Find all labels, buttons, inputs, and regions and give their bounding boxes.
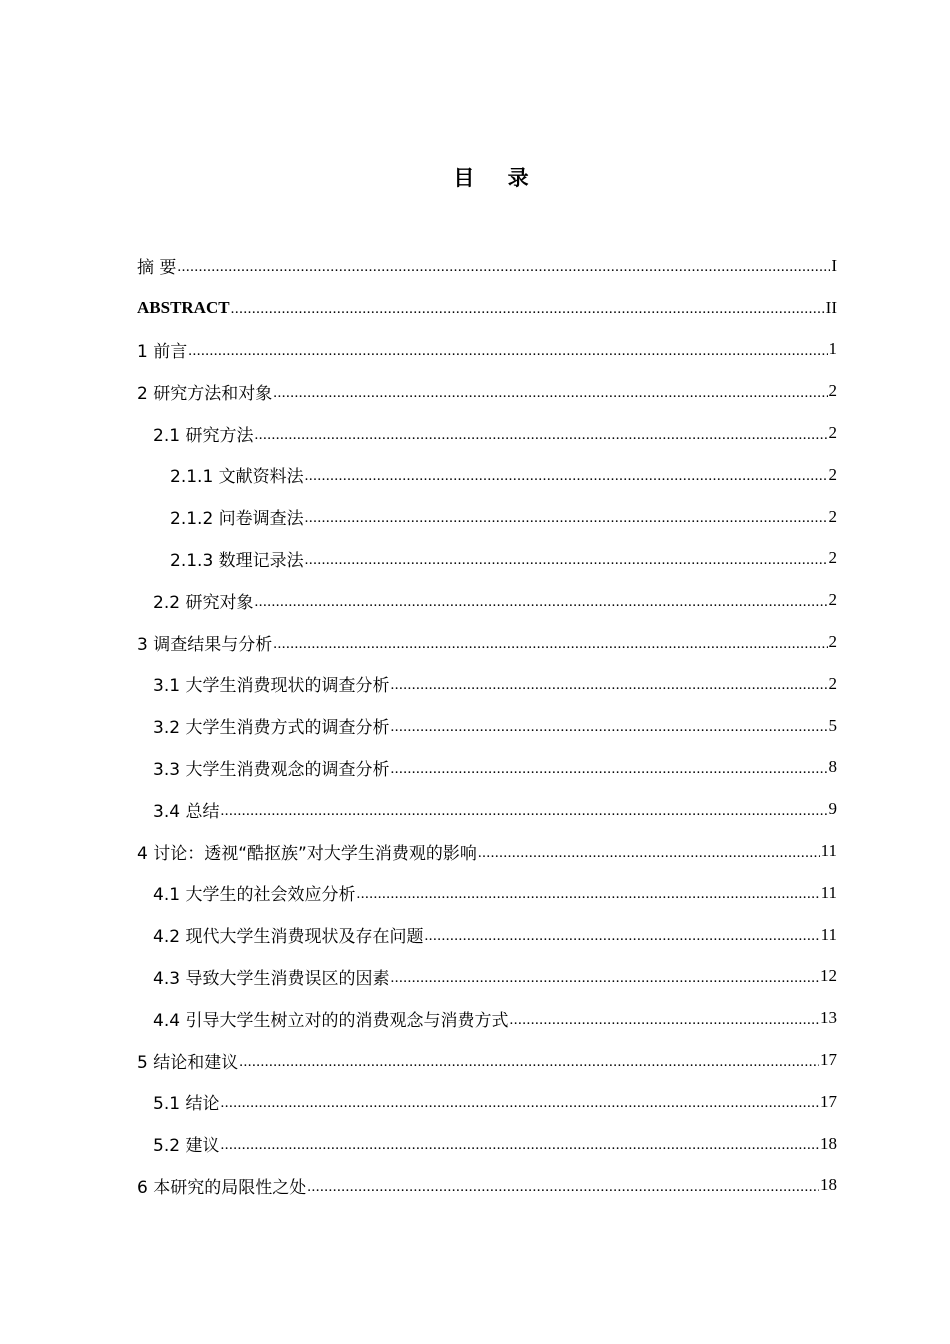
toc-dot-leader: [188, 343, 827, 360]
toc-entry-page-number: 18: [820, 1175, 837, 1195]
toc-entry-page-number: II: [825, 297, 837, 317]
toc-entry-label: 摘 要: [137, 258, 177, 279]
toc-entry[interactable]: [137, 579, 837, 621]
toc-entry-label: 4.2 现代大学生消费现状及存在问题: [153, 927, 424, 948]
toc-entry-label: 3.4 总结: [153, 801, 220, 822]
toc-dot-leader: [305, 468, 828, 485]
toc-entry-page-number: 11: [820, 882, 837, 902]
toc-entry-label: 2 研究方法和对象: [137, 383, 273, 404]
toc-dot-leader: [307, 1179, 819, 1196]
toc-entry[interactable]: [137, 830, 837, 872]
table-of-contents: [137, 245, 837, 1206]
toc-entry-page-number: 18: [820, 1133, 837, 1153]
toc-entry-page-number: 17: [820, 1091, 837, 1111]
toc-dot-leader: [220, 1137, 819, 1154]
toc-dot-leader: [478, 845, 820, 862]
toc-entry[interactable]: [137, 538, 837, 580]
toc-dot-leader: [254, 427, 827, 444]
toc-dot-leader: [273, 385, 827, 402]
toc-entry-label: 1 前言: [137, 341, 188, 362]
toc-entry[interactable]: [137, 496, 837, 538]
toc-dot-leader: [305, 510, 828, 527]
toc-entry[interactable]: [137, 914, 837, 956]
toc-entry-label: 3.2 大学生消费方式的调查分析: [153, 718, 390, 739]
toc-entry-label: ABSTRACT: [137, 297, 230, 317]
toc-entry-label: 5.1 结论: [153, 1094, 220, 1115]
toc-dot-leader: [390, 677, 827, 694]
toc-entry-page-number: 1: [828, 339, 837, 359]
toc-entry-page-number: 2: [828, 464, 837, 484]
toc-entry-page-number: 13: [820, 1008, 837, 1028]
toc-entry-page-number: 2: [828, 548, 837, 568]
toc-entry[interactable]: [137, 621, 837, 663]
toc-entry-label: 5.2 建议: [153, 1136, 220, 1157]
toc-entry[interactable]: [137, 1123, 837, 1165]
toc-entry-label: 3 调查结果与分析: [137, 634, 273, 655]
toc-entry-label: 2.1.3 数理记录法: [170, 550, 304, 571]
toc-entry[interactable]: [137, 747, 837, 789]
toc-entry-label: 2.1.1 文献资料法: [170, 467, 304, 488]
toc-dot-leader: [390, 719, 827, 736]
toc-dot-leader: [231, 301, 825, 318]
toc-entry[interactable]: [137, 872, 837, 914]
toc-dot-leader: [254, 594, 827, 611]
toc-entry-label: 4.4 引导大学生树立对的的消费观念与消费方式: [153, 1010, 509, 1031]
toc-entry-page-number: 2: [828, 632, 837, 652]
toc-entry-label: 2.1 研究方法: [153, 425, 254, 446]
toc-entry-label: 4.3 导致大学生消费误区的因素: [153, 968, 390, 989]
toc-entry-page-number: 9: [828, 799, 837, 819]
toc-entry-label: 6 本研究的局限性之处: [137, 1177, 307, 1198]
toc-entry-label: 5 结论和建议: [137, 1052, 239, 1073]
toc-entry-page-number: 2: [828, 381, 837, 401]
toc-entry-label: 2.1.2 问卷调查法: [170, 509, 304, 530]
toc-entry[interactable]: [137, 287, 837, 329]
toc-entry-label: 4.1 大学生的社会效应分析: [153, 885, 356, 906]
toc-entry-page-number: 11: [820, 924, 837, 944]
toc-entry-page-number: 8: [828, 757, 837, 777]
toc-dot-leader: [390, 970, 819, 987]
toc-dot-leader: [273, 636, 827, 653]
toc-entry-label: 4 讨论：透视“酷抠族”对大学生消费观的影响: [137, 843, 477, 864]
toc-entry[interactable]: [137, 245, 837, 287]
toc-entry-page-number: 17: [820, 1050, 837, 1070]
toc-entry[interactable]: [137, 788, 837, 830]
toc-entry-label: 3.1 大学生消费现状的调查分析: [153, 676, 390, 697]
toc-entry-page-number: 2: [828, 423, 837, 443]
toc-entry[interactable]: [137, 997, 837, 1039]
toc-entry[interactable]: [137, 370, 837, 412]
toc-dot-leader: [177, 259, 830, 276]
toc-dot-leader: [509, 1012, 819, 1029]
toc-entry[interactable]: [137, 1081, 837, 1123]
toc-entry[interactable]: [137, 1039, 837, 1081]
toc-entry-page-number: I: [831, 255, 837, 275]
toc-entry-page-number: 11: [820, 841, 837, 861]
toc-entry[interactable]: [137, 329, 837, 371]
toc-dot-leader: [390, 761, 827, 778]
toc-entry-label: 3.3 大学生消费观念的调查分析: [153, 759, 390, 780]
toc-entry-page-number: 2: [828, 673, 837, 693]
toc-entry-page-number: 2: [828, 506, 837, 526]
toc-entry-page-number: 5: [828, 715, 837, 735]
toc-entry[interactable]: [137, 705, 837, 747]
toc-entry[interactable]: [137, 956, 837, 998]
toc-entry-page-number: 2: [828, 590, 837, 610]
toc-entry[interactable]: [137, 412, 837, 454]
toc-dot-leader: [356, 886, 819, 903]
toc-dot-leader: [239, 1054, 819, 1071]
toc-entry[interactable]: [137, 663, 837, 705]
toc-dot-leader: [424, 928, 819, 945]
toc-dot-leader: [305, 552, 828, 569]
toc-entry[interactable]: [137, 454, 837, 496]
toc-entry-label: 2.2 研究对象: [153, 592, 254, 613]
page-title: 目 录: [453, 166, 542, 190]
toc-dot-leader: [220, 1095, 819, 1112]
toc-dot-leader: [220, 803, 827, 820]
toc-entry[interactable]: [137, 1165, 837, 1207]
toc-entry-page-number: 12: [820, 966, 837, 986]
